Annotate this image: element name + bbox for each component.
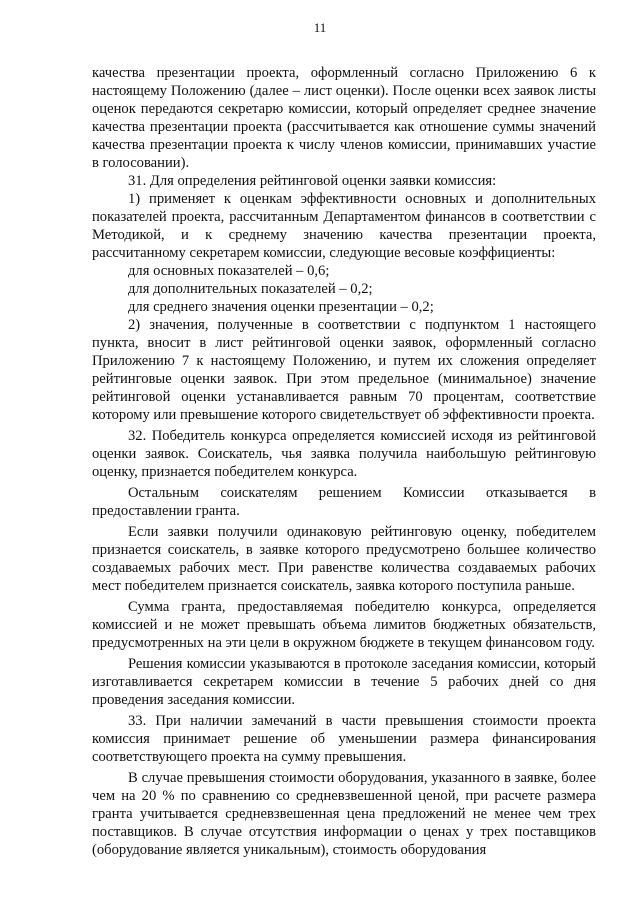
paragraph-31-item-2: 2) значения, полученные в соответствии с подпунктом 1 настоящего пункта, вносит в лист рейтинговой оценки заявок, оформленный согласно Приложению 7 к настоящему Положению, и путем их сложения определяет рейтинговые оценки заявок. При этом предельное (минимальное) значение рейтинговой оценки устанавливается равным 70 процентам, соответствие которому или превышение которого свидетельствует об эффективности проекта. bbox=[92, 317, 596, 423]
paragraph-31: 31. Для определения рейтинговой оценки заявки комиссия: bbox=[128, 173, 497, 189]
paragraph-32-others: Остальным соискателям решением Комиссии отказывается в предоставлении гранта. bbox=[92, 485, 596, 519]
paragraph-32: 32. Победитель конкурса определяется комиссией исходя из рейтинговой оценки заявок. Соискатель, чья заявка получила наибольшую рейтинговую оценку, признается победителем конкурса. bbox=[92, 428, 596, 480]
page-number: 11 bbox=[313, 20, 327, 35]
paragraph-33-excess: В случае превышения стоимости оборудования, указанного в заявке, более чем на 20 % по сравнению со средневзвешенной ценой, при расчете размера гранта учитывается средневзвешенная цена предложений не менее чем трех поставщиков. В случае отсутствия информации о ценах у трех поставщиков (оборудование является уникальным), стоимость оборудования bbox=[92, 770, 596, 858]
paragraph-32-equal: Если заявки получили одинаковую рейтинговую оценку, победителем признается соискатель, в заявке которого предусмотрено большее количество создаваемых рабочих мест. При равенстве количества создаваемых рабочих мест победителем признается соискатель, заявка которого поступила раньше. bbox=[92, 524, 596, 594]
paragraph-32-amount: Сумма гранта, предоставляемая победителю конкурса, определяется комиссией и не может превышать объема лимитов бюджетных обязательств, предусмотренных на эти цели в окружном бюджете в текущем финансовом году. bbox=[92, 599, 596, 651]
paragraph-32-protocol: Решения комиссии указываются в протоколе заседания комиссии, который изготавливается секретарем комиссии в течение 5 рабочих дней со дня проведения заседания комиссии. bbox=[92, 656, 596, 708]
paragraph-33: 33. При наличии замечаний в части превышения стоимости проекта комиссия принимает решение об уменьшении размера финансирования соответствующего проекта на сумму превышения. bbox=[92, 713, 596, 765]
coefficient-presentation: для среднего значения оценки презентации – 0,2; bbox=[128, 299, 434, 315]
coefficient-main: для основных показателей – 0,6; bbox=[128, 263, 330, 279]
document-body bbox=[92, 64, 596, 859]
coefficient-additional: для дополнительных показателей – 0,2; bbox=[128, 281, 373, 297]
paragraph-31-item-1: 1) применяет к оценкам эффективности основных и дополнительных показателей проекта, рассчитанным Департаментом финансов в соответствии с Методикой, и к среднему значению качества презентации проекта, рассчитанному секретарем комиссии, следующие весовые коэффициенты: bbox=[92, 191, 596, 261]
paragraph-continuation: качества презентации проекта, оформленный согласно Приложению 6 к настоящему Положению (далее – лист оценки). После оценки всех заявок листы оценок передаются секретарю комиссии, который определяет среднее значение качества презентации проекта (рассчитывается как отношение суммы значений качества презентации проекта к числу членов комиссии, принимавших участие в голосовании). bbox=[92, 65, 596, 171]
